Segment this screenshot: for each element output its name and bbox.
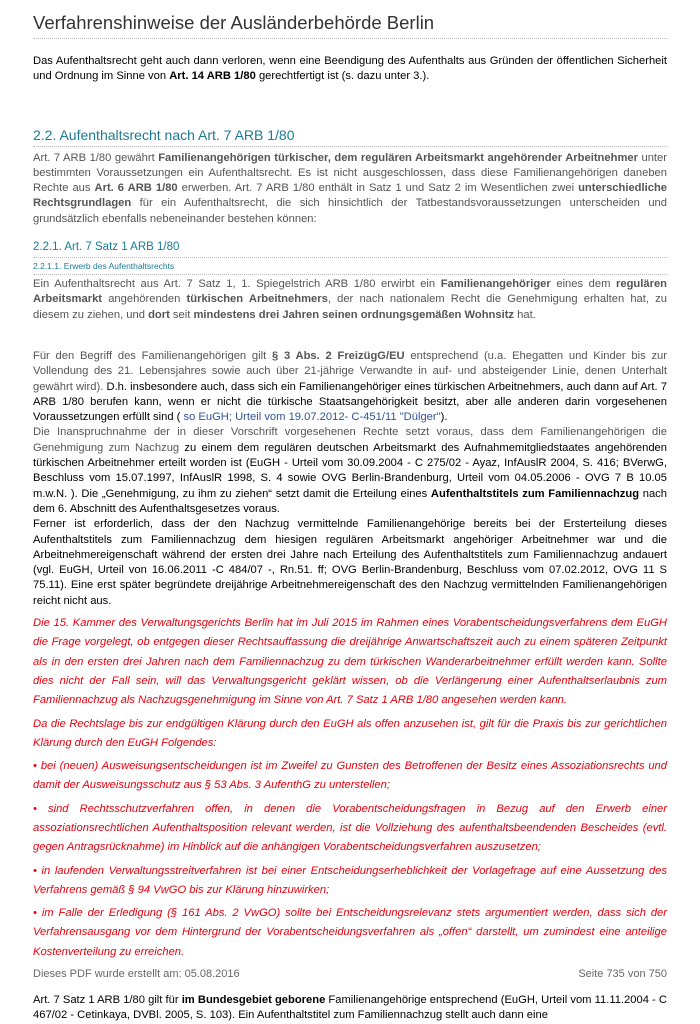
- text-run: hat.: [514, 308, 536, 321]
- text-run: erwerben. Art. 7 ARB 1/80 enthält in Satz 1 und Satz 2 im Wesentlichen zwei: [177, 182, 579, 195]
- intro-text-end: gerechtfertigt ist (s. dazu unter 3.).: [255, 70, 430, 83]
- intro-text: Das Aufenthaltsrecht geht auch dann verloren, wenn eine Beendigung des Aufenthalts aus Gründen der öffentlichen Sicherheit und Ordnung im Sinne von: [33, 55, 667, 83]
- red-bullet-item: • bei (neuen) Ausweisungsentscheidungen ist im Zweifel zu Gunsten des Betroffenen der Besitz eines Assoziationsrechts und damit der Ausweisungsschutz aus § 53 Abs. 3 AufenthG zu unterstellen;: [33, 760, 667, 792]
- case-reference-link[interactable]: so EuGH; Urteil vom 19.07.2012- C-451/11 "Dülger": [183, 411, 441, 424]
- section-divider: [33, 274, 667, 275]
- red-bullet-item: • in laufenden Verwaltungsstreitverfahren ist bei einer Entscheidungserheblichkeit der Vorlagefrage auf eine Aussetzung des Verfahrens gemäß § 94 VwGO bis zur Klärung hinzuwirken;: [33, 864, 667, 896]
- text-run: ).: [440, 411, 448, 424]
- section-heading-2-2-1-1: 2.2.1.1. Erwerb des Aufenthaltsrechts: [33, 261, 175, 272]
- text-run: nach dem 6. Abschnitt des Aufenthaltsgesetzes voraus.: [33, 487, 667, 515]
- text-run: , der nach nationalem Recht die Genehmigung erhalten hat, zu diesem zu ziehen, und: [33, 293, 667, 321]
- text-run: Die Inanspruchnahme der in dieser Vorschrift vorgesehenen Rechte setzt voraus, dass dem Familienangehörigen die Genehmigung zum Nachzug: [33, 426, 667, 454]
- text-run: Art. 7 ARB 1/80 gewährt: [33, 151, 159, 164]
- red-note-paragraph: Da die Rechtslage bis zur endgültigen Klärung durch den EuGH als offen anzusehen ist, gilt für die Praxis bis zur gerichtlichen Klärung durch den EuGH Folgendes:: [33, 717, 667, 749]
- text-run: angehörenden: [102, 293, 187, 306]
- bold-run: Familienangehöriger: [440, 278, 551, 291]
- page-number: Seite 735 von 750: [578, 968, 667, 980]
- bold-run: Aufenthaltstitels zum Familiennachzug: [430, 487, 640, 500]
- bold-run: Familienangehörigen türkischer, dem regulären Arbeitsmarkt angehörender Arbeitnehmer: [158, 151, 638, 164]
- bold-run: unterschiedliche Rechtsgrundlagen: [33, 182, 667, 210]
- text-run: seit: [169, 308, 194, 321]
- spacer: [33, 323, 667, 349]
- page-header: [33, 11, 667, 39]
- text-run: unter bestimmten Voraussetzungen ein Aufenthaltsrecht. Es ist nicht ausgeschlossen, dass diese Familienangehörigen daneben Rechte aus: [33, 151, 667, 195]
- document-body: [33, 54, 667, 1024]
- text-run: Art. 7 Satz 1 ARB 1/80 gilt für: [33, 994, 182, 1007]
- section-divider: [33, 257, 667, 258]
- familienangehoerige-paragraph: [33, 349, 667, 425]
- inanspruchnahme-paragraph: [33, 425, 667, 517]
- bold-run: § 3 Abs. 2 FreizügG/EU: [271, 349, 405, 362]
- ferner-paragraph: Ferner ist erforderlich, dass der den Nachzug vermittelnde Familienangehörige bereits bei der Ersterteilung dieses Aufenthaltstitels zum Familiennachzug dem hiesigen regulären Arbeitsmarkt angehöriger Arbeitnehmer war und die Arbeitnehmereigenschaft während der ersten drei Jahre nach Erteilung des Aufenthaltstitels zum Familiennachzug andauert (vgl. EuGH, Urteil von 16.06.2011 -C 484/07 -, Rn.51. ff; OVG Berlin-Brandenburg, Beschluss vom 07.02.2012, OVG 11 S 75.11). Eine erst später begründete dreijährige Arbeitnehmereigenschaft des den Nachzug vermittelnden Familienangehörigen reicht nicht aus.: [33, 518, 667, 607]
- bold-run: dort: [148, 308, 170, 321]
- text-run: zu einem dem regulären deutschen Arbeitsmarkt des Aufnahmemitgliedstaates angehörenden türkischen Arbeitnehmer erteilt worden ist (EuGH - Urteil vom 30.09.2004 - C 275/02 - Ayaz, InfAuslR 2004, S. 416; BVerwG, Beschluss vom 15.07.1997, InfAuslR 1998, S. 4 sowie OVG Berlin-Brandenburg, Urteil vom 04.05.2006 - OVG 7 B 10.05 m.w.N. ). Die „Genehmigung, zu ihm zu ziehen“ setzt damit die Erteilung eines: [33, 441, 667, 500]
- section-heading-2-2: 2.2. Aufenthaltsrecht nach Art. 7 ARB 1/80: [33, 126, 295, 143]
- bold-run: Art. 6 ARB 1/80: [94, 182, 178, 195]
- bold-run: türkischen Arbeitnehmers: [186, 293, 328, 306]
- bold-run: regulären Arbeitsmarkt: [33, 278, 667, 306]
- section-2-2-paragraph: [33, 151, 667, 227]
- intro-paragraph: [33, 54, 667, 85]
- text-run: Ein Aufenthaltsrecht aus Art. 7 Satz 1, 1. Spiegelstrich ARB 1/80 erwirbt ein: [33, 278, 441, 291]
- page-title: Verfahrenshinweise der Ausländerbehörde Berlin: [33, 12, 435, 33]
- intro-bold-ref: Art. 14 ARB 1/80: [169, 70, 256, 83]
- red-note-paragraph: Die 15. Kammer des Verwaltungsgerichts Berlin hat im Juli 2015 im Rahmen eines Vorabentscheidungsverfahrens dem EuGH die Frage vorgelegt, ob entgegen dieser Rechtsauffassung die dreijährige Anwartschaftszeit auch zu einem späteren Zeitpunkt als in den ersten drei Jahren nach dem Familiennachzug zu dem türkischen Wanderarbeitnehmer erfüllt werden kann. Sollte dies nicht der Fall sein, will das Verwaltungsgericht geklärt wissen, ob die Verlängerung einer Aufenthaltserlaubnis zum Familiennachzug als Nachzugsgenehmigung im Sinne von Art. 7 Satz 1 ARB 1/80 angesehen werden kann.: [33, 617, 667, 707]
- red-bullet-item: • im Falle der Erledigung (§ 161 Abs. 2 VwGO) sollte bei Entscheidungsrelevanz stets argumentiert werden, dass sich der Verfahrensausgang vor dem Hintergrund der Vorabentscheidungsverfahren als „offen“ darstellt, um zumindest eine anteilige Kostenverteilung zu erreichen.: [33, 907, 667, 958]
- text-run: Für den Begriff des Familienangehörigen gilt: [33, 349, 272, 362]
- section-2-2-1-1-paragraph: [33, 277, 667, 323]
- final-paragraph: [33, 993, 667, 1024]
- text-run: eines dem: [550, 278, 617, 291]
- section-divider: [33, 146, 667, 147]
- text-run: für ein Aufenthaltsrecht, die sich hinsichtlich der Tatbestandsvoraussetzungen unterscheiden und grundsätzlich ebenfalls nebeneinander bestehen können:: [33, 197, 667, 225]
- text-run: Familienangehörige entsprechend (EuGH, Urteil vom 11.11.2004 - C 467/02 - Cetinkaya, DVBl. 2005, S. 103). Ein Aufenthaltstitel zum Familiennachzug stellt auch dann eine: [33, 994, 667, 1022]
- pdf-created-date: Dieses PDF wurde erstellt am: 05.08.2016: [33, 968, 240, 980]
- text-run: D.h. insbesondere auch, dass sich ein Familienangehöriger eines türkischen Arbeitnehmers, auch dann auf Art. 7 ARB 1/80 berufen kann, wenn er nicht die türkische Staatsangehörigkeit besitzt, aber alle anderen darin vorgesehenen Voraussetzungen erfüllt sind (: [33, 380, 668, 424]
- section-heading-2-2-1: 2.2.1. Art. 7 Satz 1 ARB 1/80: [33, 241, 180, 254]
- header-divider: [33, 38, 667, 39]
- bold-run: mindestens drei Jahren seinen ordnungsgemäßen Wohnsitz: [193, 308, 515, 321]
- text-run: entsprechend (u.a. Ehegatten und Kinder bis zur Vollendung des 21. Lebensjahres sowie auch über 21-jährige Verwandte in auf- und absteigender Linie, denen Unterhalt gewährt wird).: [33, 349, 667, 393]
- bold-run: im Bundesgebiet geborene: [181, 994, 326, 1007]
- red-bullet-item: • sind Rechtsschutzverfahren offen, in denen die Vorabentscheidungsfragen in Bezug auf den Erwerb einer assoziationsrechtlichen Aufenthaltsposition relevant werden, ist die Vollziehung des aufenthaltsbeendenden Bescheides (evtl. gegen Antragsrücknahme) im Hinblick auf die anhängigen Vorabentscheidungsverfahren auszusetzen;: [33, 802, 667, 854]
